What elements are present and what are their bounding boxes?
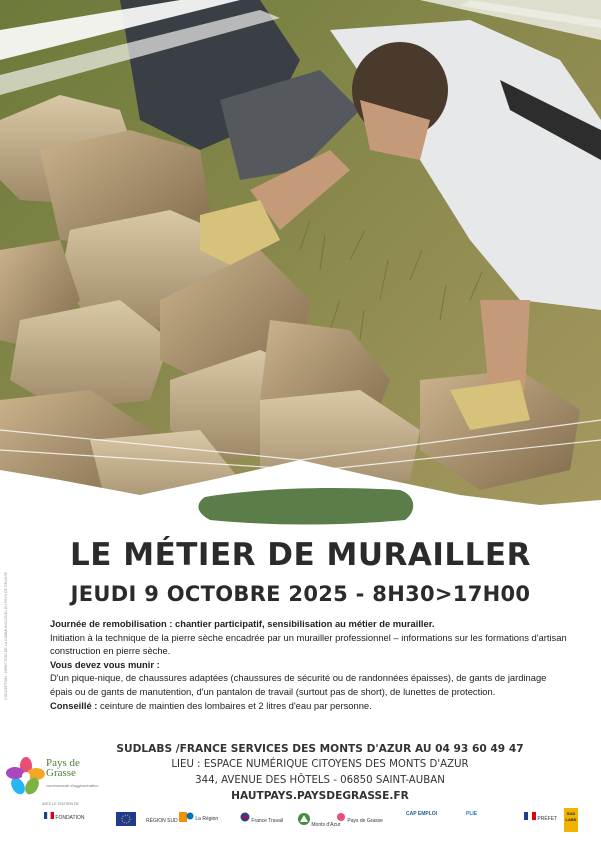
description-initiation: Initiation à la technique de la pierre sèche encadrée par un murailler professionnel – informations sur les formations d'artisan construction en pierre sèche. (50, 631, 567, 657)
partners-label: AVEC LE SOUTIEN DE (42, 802, 79, 806)
partner-name: FONDATION (55, 815, 85, 821)
venue-name: LIEU : ESPACE NUMÉRIQUE CITOYENS DES MONTS D'AZUR (171, 759, 469, 770)
partner-logo-prefet (524, 812, 557, 823)
partner-name: RÉGION SUD (146, 818, 178, 824)
marianne-flag-icon (524, 812, 536, 820)
pays-de-grasse-name: Pays de Grasse (46, 757, 80, 779)
partner-name: Monts d'Azur (311, 822, 341, 828)
venue-address: 344, AVENUE DES HÔTELS - 06850 SAINT-AUBAN (195, 775, 445, 786)
side-credit: CONCEPTION : DIRECTION DE LA COMMUNICATION DU PAYS DE GRASSE (4, 572, 8, 700)
page-title: LE MÉTIER DE MURAILLER (70, 537, 531, 573)
partner-name: Pays de Grasse (347, 818, 383, 824)
partner-logo-region-sud (146, 812, 187, 825)
event-description (50, 617, 570, 712)
eu-flag-icon (116, 812, 136, 826)
contact-phone: SUDLABS /FRANCE SERVICES DES MONTS D'AZUR AU 04 93 60 49 47 (116, 743, 524, 755)
partner-name: SUD LABS (565, 811, 577, 822)
event-date: JEUDI 9 OCTOBRE 2025 - 8H30>17H00 (70, 582, 531, 606)
flower-icon (6, 756, 46, 796)
partner-logo-la-region (186, 812, 218, 823)
partner-logo-cap-emploi (406, 812, 437, 818)
equipment-list: D'un pique-nique, de chaussures adaptées (chaussures de sécurité ou de randonnées épaisses), de gants de jardinage épais ou de gants de manutention, d'un pantalon de travail (surtout pas de short), de lunettes de protection. (50, 672, 547, 697)
advice-text: ceinture de maintien des lombaires et 2 litres d'eau par personne. (97, 699, 372, 711)
partner-logo-plie (466, 812, 477, 818)
partner-name: CAP EMPLOI (406, 811, 438, 817)
advice-label: Conseillé : (50, 699, 98, 711)
small-flower-icon (336, 812, 346, 822)
partner-name: PRÉFET (537, 816, 558, 822)
green-brush-stroke (198, 488, 413, 524)
partner-logo-monts-dazur (298, 812, 340, 829)
partner-logo-pays-de-grasse-small (336, 812, 383, 825)
partner-name: PLIE (466, 811, 478, 817)
partner-name: France Travail (251, 818, 284, 824)
globe-icon (186, 812, 194, 820)
partner-logo-sudlabs (564, 808, 578, 832)
pays-de-grasse-tagline: communauté d'agglomération (46, 783, 99, 788)
partner-logo-france-travail (240, 812, 283, 825)
partner-logos (36, 808, 596, 836)
pays-de-grasse-logo (4, 752, 104, 804)
mountain-icon (298, 812, 310, 826)
description-intro: Journée de remobilisation : chantier participatif, sensibilisation au métier de murailler. (50, 618, 435, 629)
partner-logo-eu (116, 812, 136, 829)
french-flag-icon (44, 812, 54, 819)
equipment-heading: Vous devez vous munir : (50, 658, 160, 670)
partner-logo-fondation (44, 812, 84, 822)
advice-line (50, 699, 570, 713)
partner-name: La Région (195, 816, 219, 822)
france-travail-icon (240, 812, 250, 822)
website-link[interactable]: HAUTPAYS.PAYSDEGRASSE.FR (231, 790, 409, 802)
